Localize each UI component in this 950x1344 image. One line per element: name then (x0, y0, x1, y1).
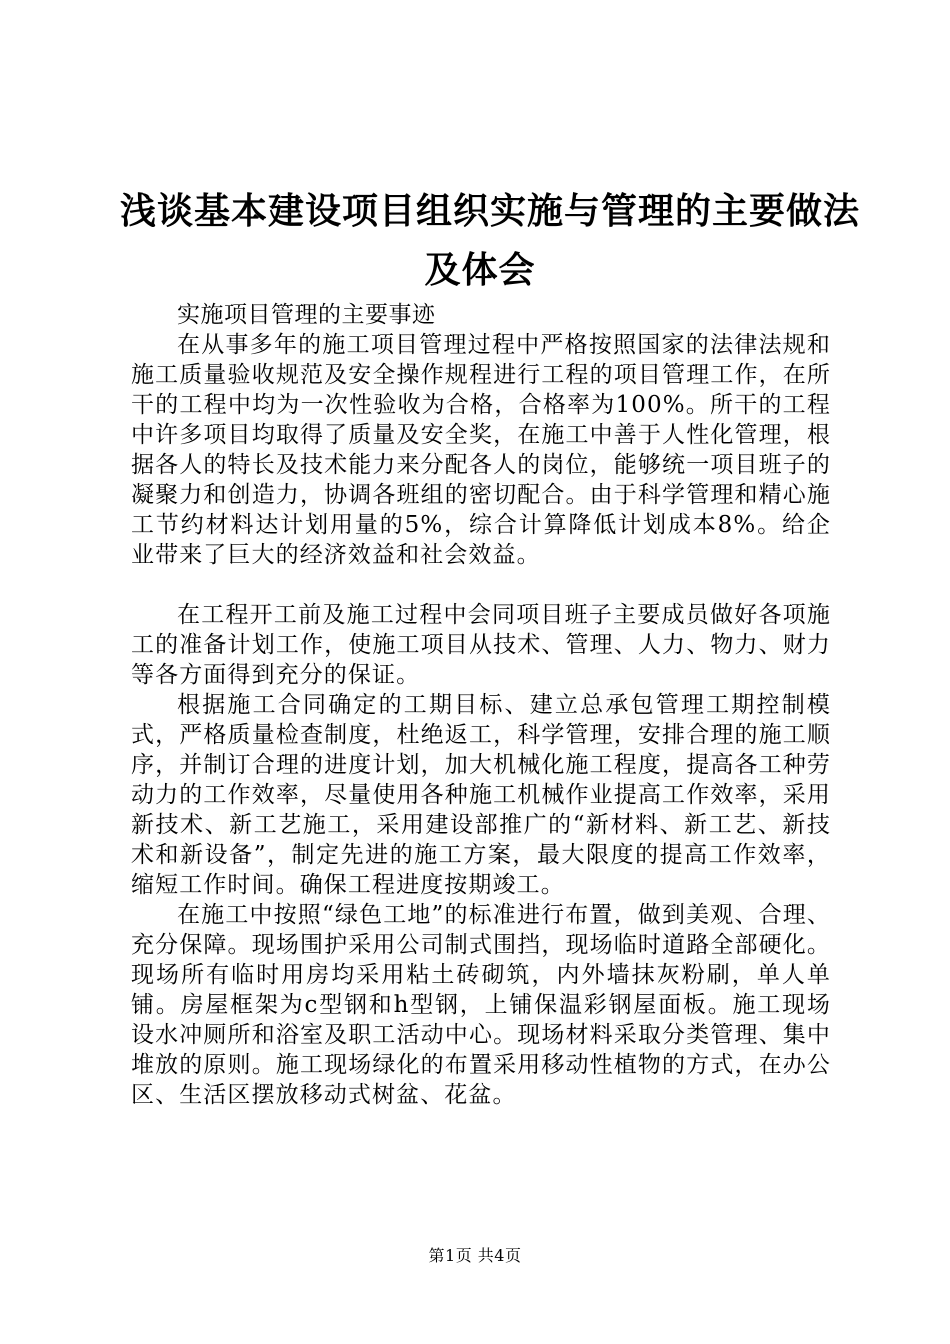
paragraph-gap (131, 570, 831, 600)
paragraph-1: 在从事多年的施工项目管理过程中严格按照国家的法律法规和施工质量验收规范及安全操作规程进行工程的项目管理工作，在所干的工程中均为一次性验收为合格，合格率为100%。所干的工程中许多项目均取得了质量及安全奖，在施工中善于人性化管理，根据各人的特长及技术能力来分配各人的岗位，能够统一项目班子的凝聚力和创造力，协调各班组的密切配合。由于科学管理和精心施工节约材料达计划用量的5%，综合计算降低计划成本8%。给企业带来了巨大的经济效益和社会效益。 (131, 332, 831, 568)
paragraph-4: 在施工中按照“绿色工地”的标准进行布置，做到美观、合理、充分保障。现场围护采用公司制式围挡，现场临时道路全部硬化。现场所有临时用房均采用粘土砖砌筑，内外墙抹灰粉刷，单人单铺。房屋框架为c型钢和h型钢，上铺保温彩钢屋面板。施工现场设水冲厕所和浴室及职工活动中心。现场材料采取分类管理、集中堆放的原则。施工现场绿化的布置采用移动性植物的方式，在办公区、生活区摆放移动式树盆、花盆。 (131, 902, 831, 1108)
section-heading: 实施项目管理的主要事迹 (177, 302, 436, 328)
document-title-line1: 浅谈基本建设项目组织实施与管理的主要做法 (120, 190, 861, 232)
document-body (131, 300, 831, 1110)
paragraph-3: 根据施工合同确定的工期目标、建立总承包管理工期控制模式，严格质量检查制度，杜绝返工，科学管理，安排合理的施工顺序，并制订合理的进度计划，加大机械化施工程度，提高各工种劳动力的工作效率，尽量使用各种施工机械作业提高工作效率，采用新技术、新工艺施工，采用建设部推广的“新材料、新工艺、新技术和新设备”，制定先进的施工方案，最大限度的提高工作效率，缩短工作时间。确保工程进度按期竣工。 (131, 692, 831, 898)
paragraph-2: 在工程开工前及施工过程中会同项目班子主要成员做好各项施工的准备计划工作，使施工项目从技术、管理、人力、物力、财力等各方面得到充分的保证。 (131, 602, 831, 688)
document-title-line2: 及体会 (424, 249, 536, 291)
page-footer: 第1页 共4页 (428, 1246, 522, 1265)
